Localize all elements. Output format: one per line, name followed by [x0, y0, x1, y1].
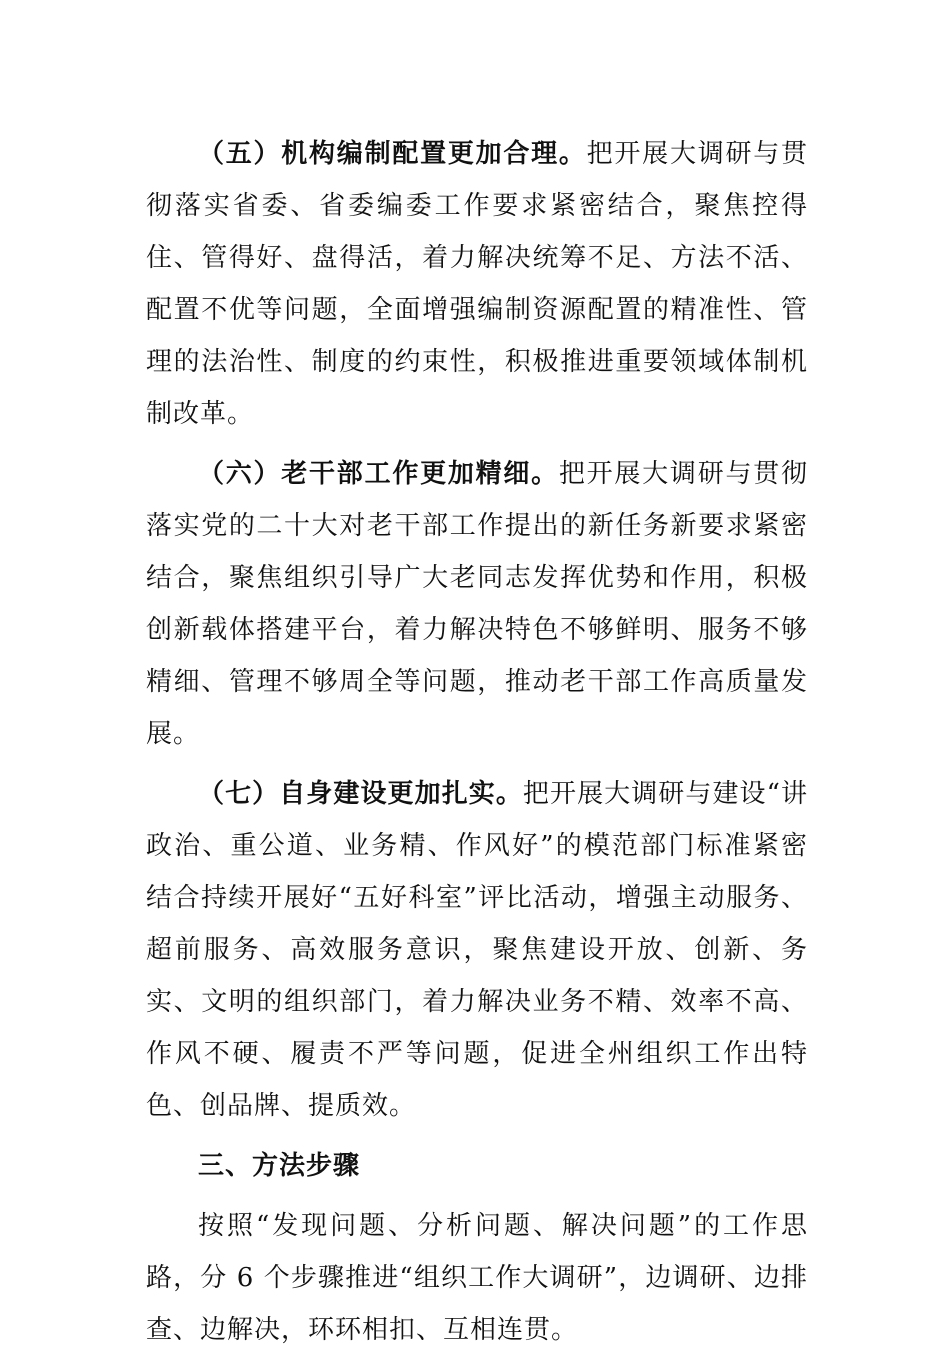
section-heading: 三、方法步骤	[198, 1151, 361, 1181]
paragraph-seven	[146, 768, 808, 1132]
paragraph-six-body: 把开展大调研与贯彻落实党的二十大对老干部工作提出的新任务新要求紧密结合，聚焦组织引导广大老同志发挥优势和作用，积极创新载体搭建平台，着力解决特色不够鲜明、服务不够精细、管理不够周全等问题，推动老干部工作高质量发展。	[146, 459, 808, 749]
document-body	[146, 128, 808, 1364]
section-body: 按照“发现问题、分析问题、解决问题”的工作思路，分 6 个步骤推进“组织工作大调研”，边调研、边排查、边解决，环环相扣、互相连贯。	[146, 1211, 808, 1345]
paragraph-seven-body: 把开展大调研与建设“讲政治、重公道、业务精、作风好”的模范部门标准紧密结合持续开展好“五好科室”评比活动，增强主动服务、超前服务、高效服务意识，聚焦建设开放、创新、务实、文明的组织部门，着力解决业务不精、效率不高、作风不硬、履责不严等问题，促进全州组织工作出特色、创品牌、提质效。	[146, 779, 808, 1121]
paragraph-five	[146, 128, 808, 440]
paragraph-seven-lead: （七）自身建设更加扎实。	[198, 779, 523, 809]
paragraph-six	[146, 448, 808, 760]
paragraph-six-lead: （六）老干部工作更加精细。	[198, 459, 559, 489]
paragraph-five-lead: （五）机构编制配置更加合理。	[198, 139, 587, 169]
paragraph-five-body: 把开展大调研与贯彻落实省委、省委编委工作要求紧密结合，聚焦控得住、管得好、盘得活，着力解决统筹不足、方法不活、配置不优等问题，全面增强编制资源配置的精准性、管理的法治性、制度的约束性，积极推进重要领域体制机制改革。	[146, 139, 808, 429]
